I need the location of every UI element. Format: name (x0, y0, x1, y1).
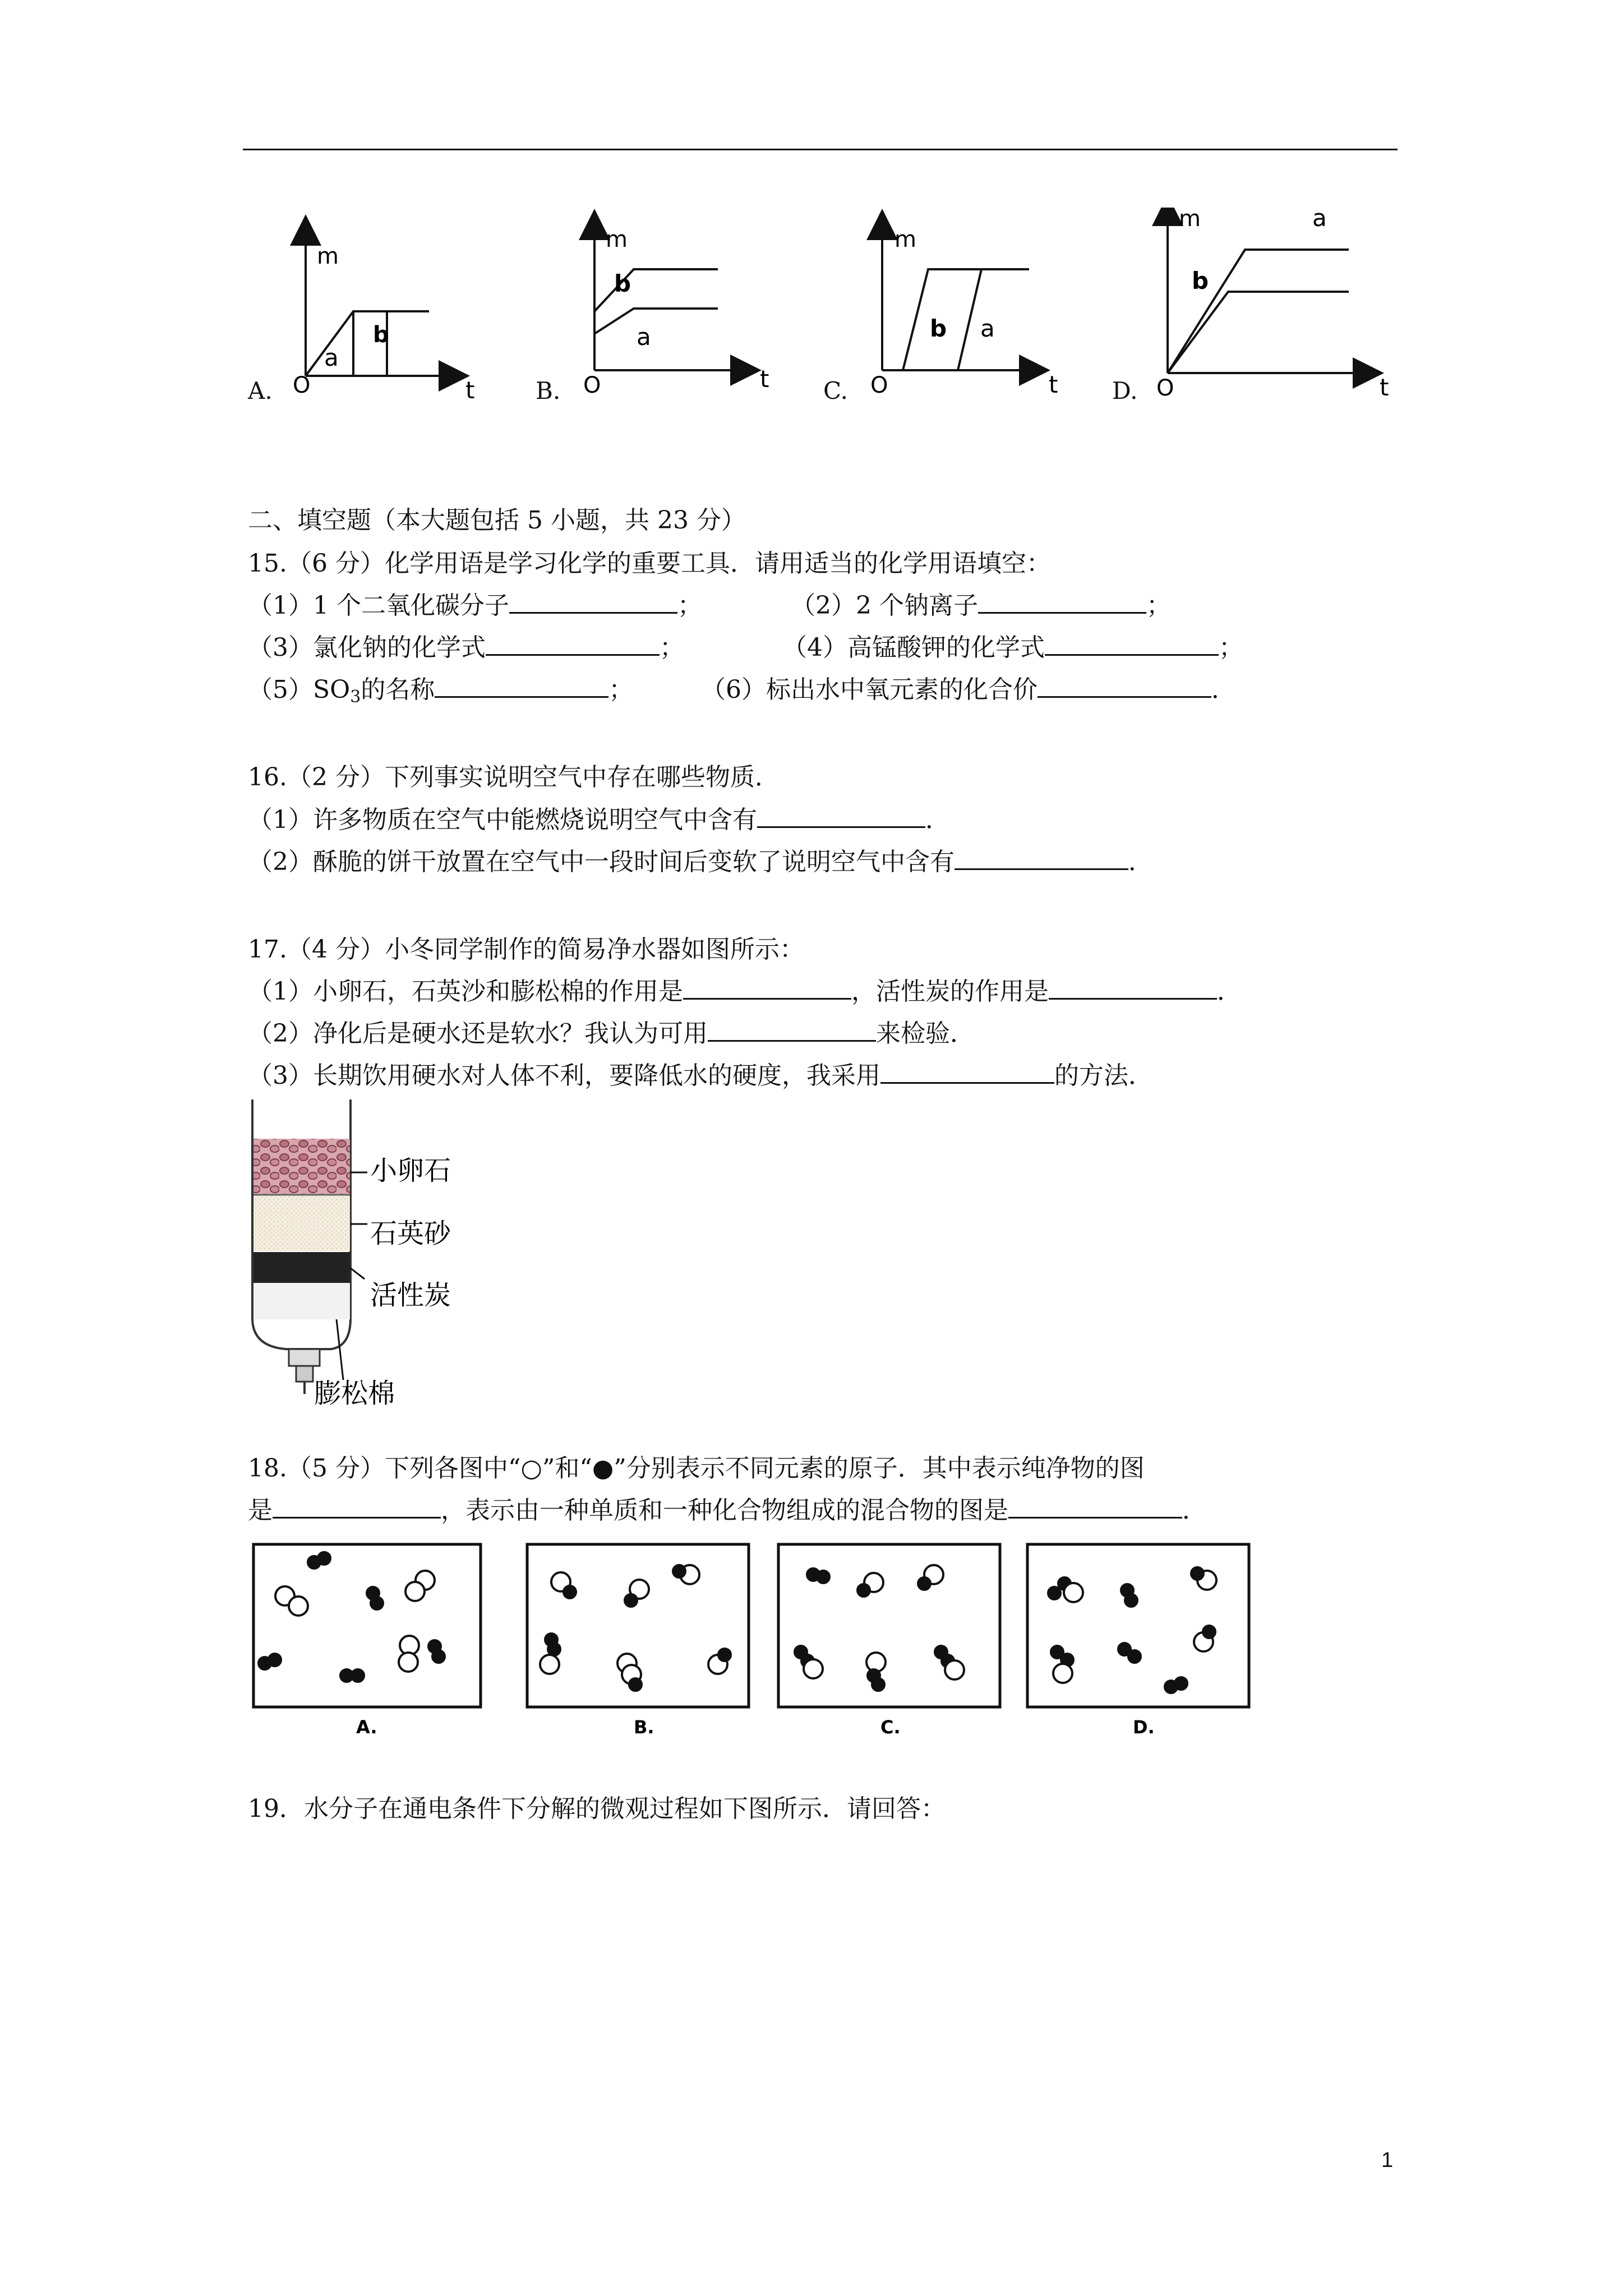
option-c-label: C. (823, 377, 848, 404)
graph-b-ylabel: m (606, 227, 628, 252)
q17-p1b: ，活性炭的作用是 (851, 977, 1049, 1006)
q17-row1 (248, 975, 1242, 1009)
option-a-label: A. (248, 377, 273, 404)
option-b-label: B. (536, 377, 561, 404)
q16-p2: （2）酥脆的饼干放置在空气中一段时间后变软了说明空气中含有 (248, 848, 955, 876)
header-rule (243, 149, 1398, 150)
q15-blank6[interactable] (1038, 674, 1211, 698)
molecule-figures (247, 1540, 1251, 1742)
q15-p5a: （5）SO (248, 675, 351, 704)
q17-p3b: 的方法． (1054, 1061, 1153, 1090)
q17-blank3[interactable] (708, 1018, 876, 1042)
graph-a-curve-b: b (373, 322, 389, 348)
graph-b-curve-a: a (637, 323, 651, 351)
q15-period: ． (1211, 675, 1236, 704)
q15-semi4: ； (1219, 633, 1243, 662)
sand-layer (253, 1196, 350, 1251)
box-a-molecules (259, 1552, 445, 1682)
label-sand: 石英砂 (370, 1218, 451, 1249)
q15-p3: （3）氯化钠的化学式 (248, 633, 486, 662)
box-a (253, 1544, 481, 1707)
q16-stem: 16.（2 分）下列事实说明空气中存在哪些物质． (248, 763, 780, 792)
q17-p2b: 来检验． (876, 1019, 975, 1048)
box-b-molecules (540, 1565, 731, 1691)
q15-row1b (791, 589, 1171, 623)
graph-d-origin: O (1156, 375, 1174, 401)
box-a-label: A. (356, 1717, 377, 1738)
label-carbon: 活性炭 (370, 1280, 451, 1311)
q15-row3b (701, 673, 1236, 707)
page-number: 1 (1381, 2148, 1394, 2172)
q15-blank1[interactable] (509, 590, 677, 614)
graph-b-origin: O (583, 372, 601, 398)
q15-blank4[interactable] (1045, 632, 1219, 656)
graph-c-xlabel: t (1049, 371, 1058, 398)
graph-c-ylabel: m (895, 227, 916, 252)
graph-a-ylabel: m (317, 243, 339, 269)
q17-p3a: （3）长期饮用硬水对人体不利，要降低水的硬度，我采用 (248, 1061, 880, 1090)
q15-p5b: 的名称 (361, 675, 435, 704)
q16-p1: （1）许多物质在空气中能燃烧说明空气中含有 (248, 806, 757, 834)
graph-c-curve-a: a (980, 315, 995, 342)
graph-b-xlabel: t (760, 365, 769, 393)
label-pebble: 小卵石 (370, 1155, 451, 1186)
box-d-molecules (1048, 1567, 1216, 1693)
q17-row2 (248, 1017, 975, 1051)
cotton-layer (253, 1283, 350, 1319)
nozzle (289, 1349, 320, 1366)
graph-a-xlabel: t (465, 376, 475, 404)
q15-p5-sub: 3 (350, 687, 361, 707)
q15-semi3: ； (660, 633, 684, 662)
q19-stem: 19．水分子在通电条件下分解的微观过程如下图所示．请回答： (248, 1795, 946, 1823)
q15-row3 (248, 673, 633, 714)
q15-semi1: ； (677, 591, 702, 620)
q15-semi5: ； (608, 675, 634, 704)
label-cotton: 膨松棉 (314, 1378, 395, 1409)
q16-blank2[interactable] (955, 846, 1128, 870)
q18-blank2[interactable] (1008, 1494, 1182, 1519)
q16-period1: ． (925, 806, 950, 834)
q15-p4: （4）高锰酸钾的化学式 (782, 633, 1045, 662)
q15-blank2[interactable] (978, 590, 1146, 614)
section-heading: 二、填空题（本大题包括 5 小题，共 23 分） (248, 506, 746, 535)
q15-p6: （6）标出水中氧元素的化合价 (701, 675, 1038, 704)
q16-row2 (248, 845, 1153, 879)
q15-row1 (248, 589, 702, 623)
q15-semi2: ； (1146, 591, 1171, 620)
q17-row3 (248, 1059, 1153, 1093)
q16-blank1[interactable] (757, 804, 925, 828)
q18-p2b: ，表示由一种单质和一种化合物组成的混合物的图是 (441, 1496, 1008, 1525)
q15-p1: （1）1 个二氧化碳分子 (248, 591, 509, 620)
q17-p1a: （1）小卵石，石英沙和膨松棉的作用是 (248, 977, 683, 1006)
q18-line2 (248, 1494, 1207, 1527)
q18-line1: 18.（5 分）下列各图中“○”和“●”分别表示不同元素的原子．其中表示纯净物的图 (248, 1454, 1145, 1483)
box-b-label: B. (634, 1717, 654, 1738)
graph-a-curve-a: a (324, 344, 339, 371)
graph-c-curve-b: b (930, 315, 947, 342)
graph-d-ylabel: m (1179, 208, 1201, 232)
q15-p2: （2）2 个钠离子 (791, 591, 978, 620)
q15-blank5[interactable] (435, 674, 608, 698)
box-c-molecules (795, 1565, 964, 1691)
q17-blank2[interactable] (1049, 976, 1217, 1000)
q17-blank1[interactable] (683, 976, 851, 1000)
graph-c-origin: O (870, 372, 888, 398)
q16-row1 (248, 803, 950, 837)
pebble-layer (253, 1139, 350, 1195)
carbon-layer (253, 1252, 350, 1283)
q18-p2a: 是 (248, 1496, 273, 1525)
graph-d-curve-a: a (1312, 208, 1327, 232)
graph-a-origin: O (293, 372, 311, 398)
box-d-label: D. (1133, 1717, 1155, 1738)
box-c-label: C. (880, 1717, 901, 1738)
q16-period2: ． (1128, 848, 1153, 876)
q17-period1: ． (1217, 977, 1242, 1006)
q17-blank4[interactable] (880, 1060, 1054, 1084)
graph-d-xlabel: t (1380, 374, 1389, 401)
q18-period: ． (1182, 1496, 1207, 1525)
q15-stem: 15.（6 分）化学用语是学习化学的重要工具．请用适当的化学用语填空： (248, 549, 1051, 578)
q17-p2a: （2）净化后是硬水还是软水？我认为可用 (248, 1019, 708, 1048)
graph-b-curve-b: b (614, 270, 631, 297)
q15-row2b (782, 631, 1243, 665)
graph-d-curve-b: b (1192, 267, 1209, 295)
q15-blank3[interactable] (486, 632, 660, 656)
q17-stem: 17.（4 分）小冬同学制作的简易净水器如图所示： (248, 935, 804, 964)
q15-row2 (248, 631, 684, 665)
option-d-label: D. (1112, 377, 1138, 404)
q18-blank1[interactable] (273, 1494, 441, 1519)
water-filter-figure (241, 1099, 494, 1414)
